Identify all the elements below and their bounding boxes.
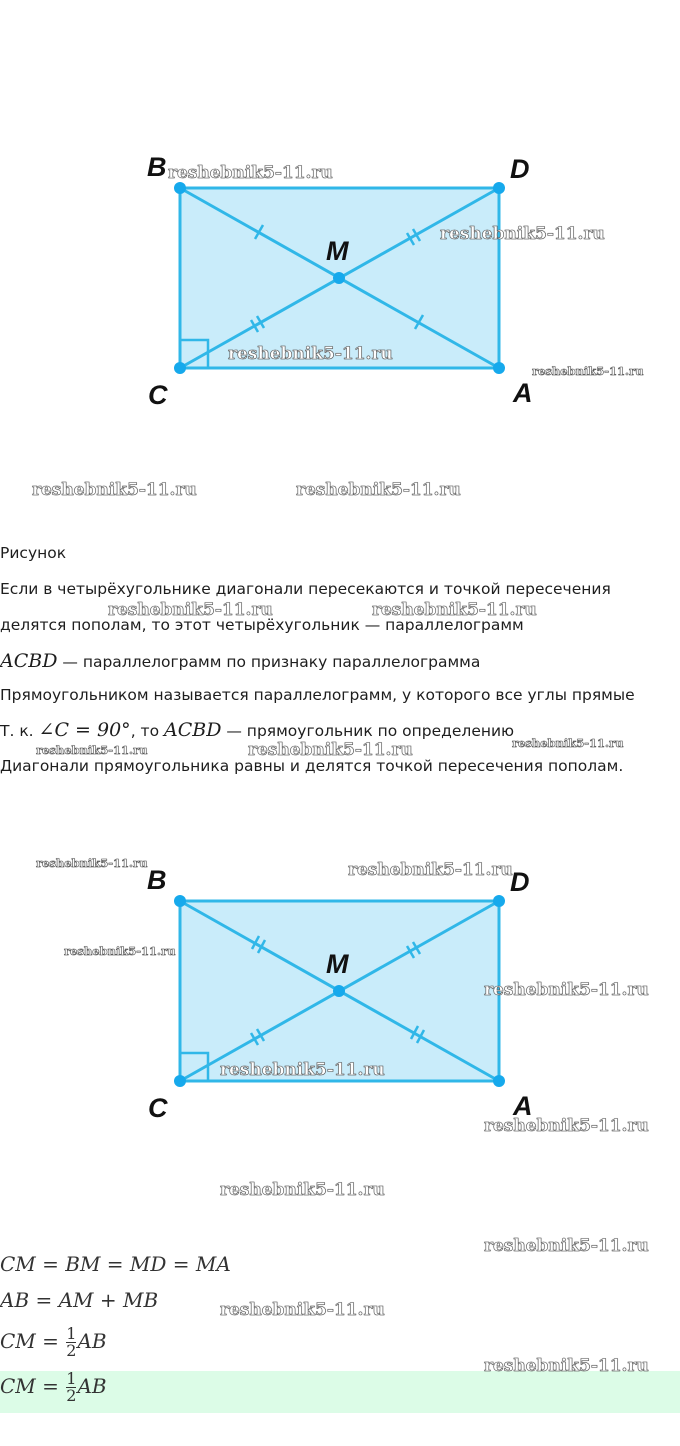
watermark: reshebnik5-11.ru [220, 1060, 385, 1080]
label-c: C [148, 380, 168, 410]
label-b: B [147, 152, 167, 182]
watermark: reshebnik5-11.ru [32, 480, 197, 500]
answer-numerator: 1 [66, 1369, 77, 1388]
label-m-2: M [326, 949, 349, 979]
rectangle-diagram-1 [0, 130, 680, 430]
watermark: reshebnik5-11.ru [248, 740, 413, 760]
watermark: reshebnik5-11.ru [36, 743, 148, 757]
answer-fraction [66, 1371, 76, 1404]
watermark: reshebnik5-11.ru [168, 163, 333, 183]
watermark: reshebnik5-11.ru [108, 600, 273, 620]
label-d: D [510, 154, 530, 184]
text-line-5-rest: — прямоугольник по определению [221, 722, 515, 740]
watermark: reshebnik5-11.ru [484, 1116, 649, 1136]
watermark: reshebnik5-11.ru [220, 1300, 385, 1320]
watermark: reshebnik5-11.ru [348, 860, 513, 880]
text-line-6: Диагонали прямоугольника равны и делятся точкой пересечения пополам. [0, 757, 624, 775]
equation-3-left: CM = [0, 1329, 66, 1353]
answer-right: AB [77, 1374, 107, 1398]
watermark: reshebnik5-11.ru [440, 224, 605, 244]
watermark: reshebnik5-11.ru [296, 480, 461, 500]
watermark: reshebnik5-11.ru [532, 364, 644, 378]
label-d-2: D [510, 867, 530, 897]
text-line-5-mid: , то [130, 722, 164, 740]
label-a-2: A [513, 1091, 533, 1121]
text-line-1: Если в четырёхугольнике диагонали пересекаются и точкой пересечения [0, 580, 611, 598]
text-line-4: Прямоугольником называется параллелограмм, у которого все углы прямые [0, 686, 635, 704]
answer-left: CM = [0, 1374, 66, 1398]
equation-2: AB = AM + MB [0, 1288, 159, 1312]
watermark: reshebnik5-11.ru [484, 980, 649, 1000]
watermark: reshebnik5-11.ru [220, 1180, 385, 1200]
label-b-2: B [147, 865, 167, 895]
math-acbd-2: ACBD [163, 719, 222, 741]
watermark: reshebnik5-11.ru [484, 1356, 649, 1376]
answer-denominator: 2 [66, 1386, 77, 1405]
text-line-2: делятся пополам, то этот четырёхугольник — параллелограмм [0, 616, 524, 634]
equation-3-right: AB [77, 1329, 107, 1353]
text-line-5-prefix: Т. к. [0, 722, 39, 740]
watermark: reshebnik5-11.ru [228, 344, 393, 364]
watermark: reshebnik5-11.ru [512, 736, 624, 750]
watermark: reshebnik5-11.ru [64, 944, 176, 958]
text-line-3 [0, 650, 480, 672]
watermark: reshebnik5-11.ru [36, 856, 148, 870]
figure-1 [0, 130, 680, 430]
label-m: M [326, 236, 349, 266]
fraction-denominator: 2 [66, 1341, 77, 1360]
text-line-3-rest: — параллелограмм по признаку параллелограмма [57, 653, 481, 671]
equation-1: CM = BM = MD = MA [0, 1252, 231, 1276]
fraction-numerator: 1 [66, 1324, 77, 1343]
math-acbd: ACBD [0, 650, 58, 672]
text-line-5 [0, 719, 514, 741]
math-angle-c: ∠C = 90° [38, 719, 131, 741]
watermark: reshebnik5-11.ru [484, 1236, 649, 1256]
watermark: reshebnik5-11.ru [372, 600, 537, 620]
label-c-2: C [148, 1093, 168, 1123]
fraction-one-half [66, 1326, 76, 1359]
label-a: A [513, 378, 533, 408]
caption: Рисунок [0, 544, 67, 562]
equation-3 [0, 1326, 107, 1359]
answer-equation [0, 1371, 107, 1404]
